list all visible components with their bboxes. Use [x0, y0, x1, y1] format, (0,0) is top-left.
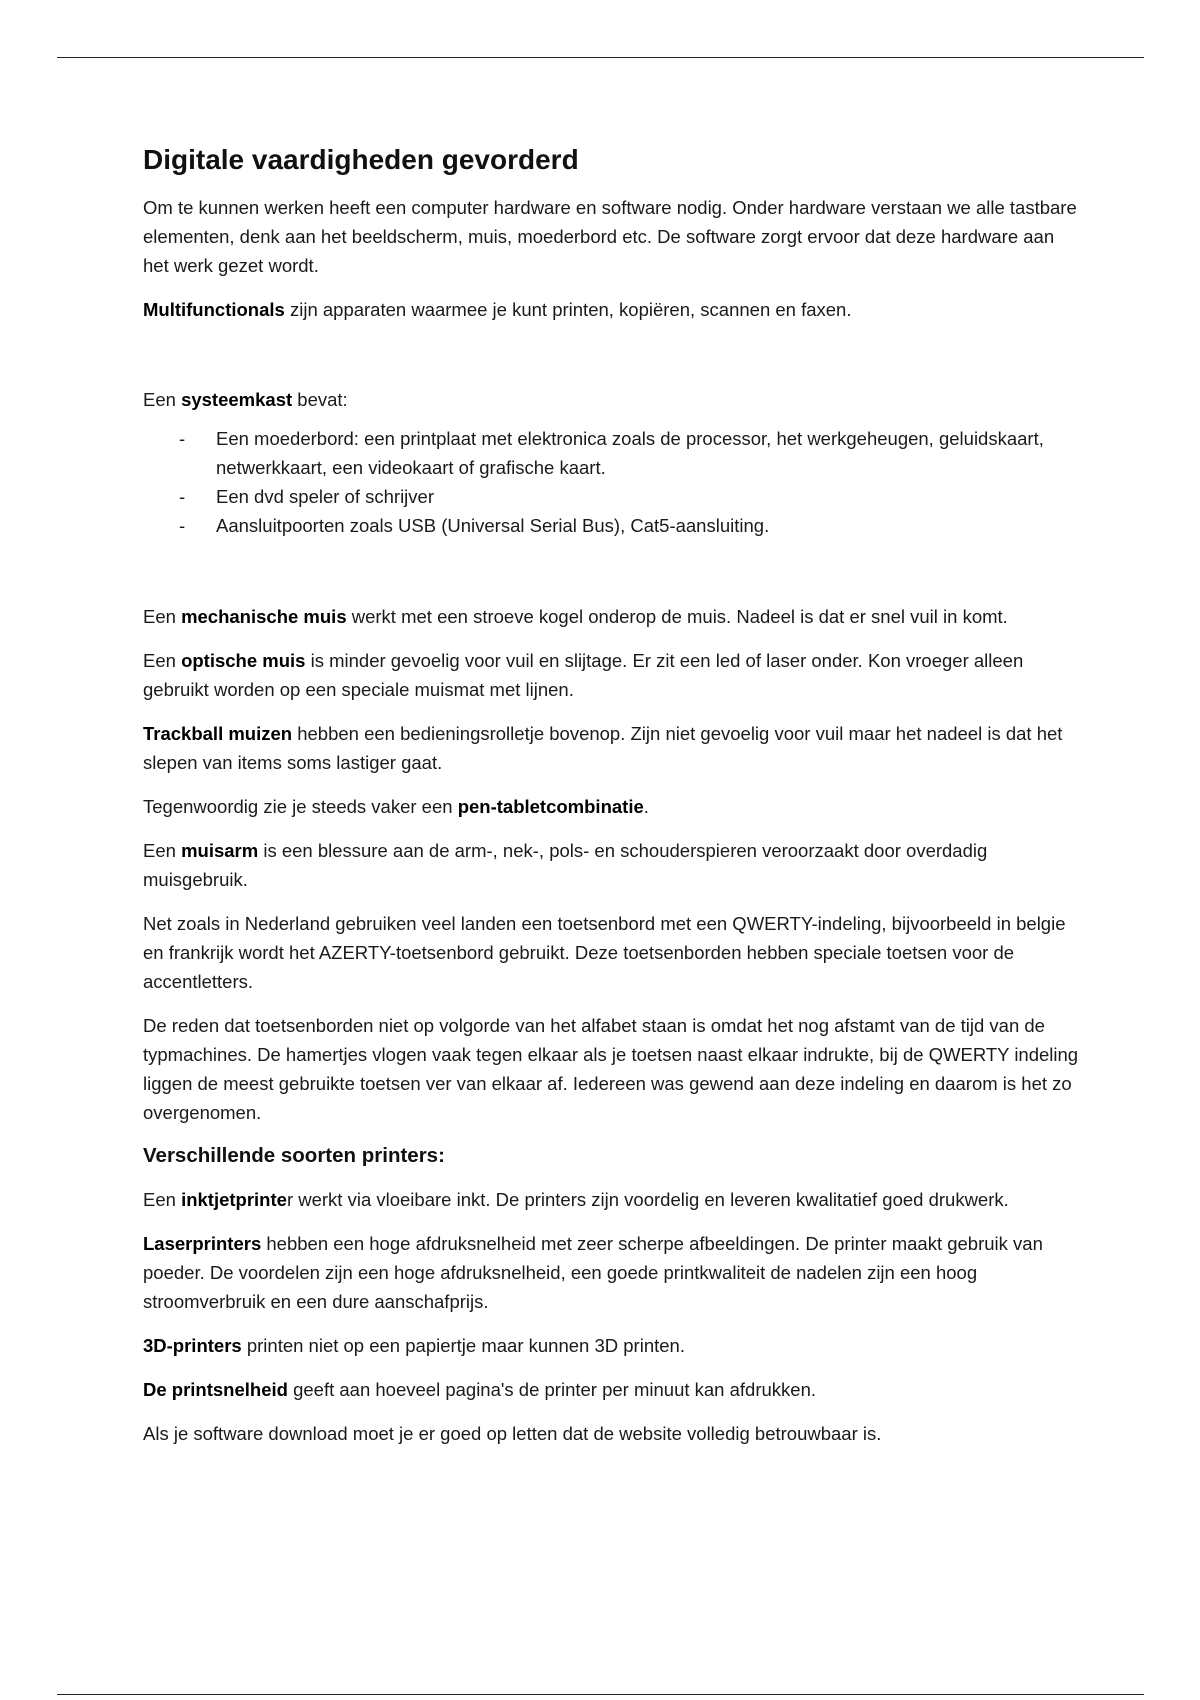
- footer-rule: [57, 1694, 1144, 1695]
- term-printsnelheid: De printsnelheid: [143, 1379, 288, 1400]
- term-inktjetprinter: inktjetprinte: [181, 1189, 287, 1210]
- pen-tablet-paragraph: Tegenwoordig zie je steeds vaker een pen-tabletcombinatie.: [143, 796, 649, 817]
- trackball-paragraph: Trackball muizen hebben een bedieningsrolletje bovenop. Zijn niet gevoelig voor vuil maar het nadeel is dat het slepen van items soms lastiger gaat.: [143, 723, 1063, 773]
- term-muisarm: muisarm: [181, 840, 259, 861]
- term-laserprinters: Laserprinters: [143, 1233, 262, 1254]
- systeemkast-paragraph: Een systeemkast bevat:: [143, 389, 348, 410]
- header-rule: [57, 57, 1144, 58]
- term-mechanische-muis: mechanische muis: [181, 606, 347, 627]
- printers-heading: Verschillende soorten printers:: [143, 1144, 445, 1167]
- software-paragraph: Als je software download moet je er goed op letten dat de website volledig betrouwbaar is.: [143, 1423, 882, 1444]
- list-item: - Aansluitpoorten zoals USB (Universal Serial Bus), Cat5-aansluiting.: [143, 511, 1083, 540]
- page-title: Digitale vaardigheden gevorderd: [143, 144, 579, 175]
- intro-paragraph: Om te kunnen werken heeft een computer hardware en software nodig. Onder hardware verstaan we alle tastbare elementen, denk aan het beeldscherm, muis, moederbord etc. De software zorgt ervoor dat deze hardware aan het werk gezet wordt.: [143, 197, 1077, 276]
- systeemkast-list: [143, 424, 1083, 540]
- inktjet-paragraph: Een inktjetprinter werkt via vloeibare inkt. De printers zijn voordelig en leveren kwalitatief goed drukwerk.: [143, 1189, 1009, 1210]
- 3d-printers-paragraph: 3D-printers printen niet op een papiertje maar kunnen 3D printen.: [143, 1335, 685, 1356]
- multifunctionals-paragraph: Multifunctionals zijn apparaten waarmee je kunt printen, kopiëren, scannen en faxen.: [143, 299, 852, 320]
- qwerty-paragraph: Net zoals in Nederland gebruiken veel landen een toetsenbord met een QWERTY-indeling, bijvoorbeeld in belgie en frankrijk wordt het AZERTY-toetsenbord gebruikt. Deze toetsenborden hebben speciale toetsen voor de accentletters.: [143, 913, 1066, 992]
- reden-paragraph: De reden dat toetsenborden niet op volgorde van het alfabet staan is omdat het nog afstamt van de tijd van de typmachines. De hamertjes vlogen vaak tegen elkaar als je toetsen naast elkaar indrukte, bij de QWERTY indeling liggen de meest gebruikte toetsen ver van elkaar af. Iedereen was gewend aan deze indeling en daarom is het zo overgenomen.: [143, 1015, 1079, 1123]
- term-multifunctionals: Multifunctionals: [143, 299, 285, 320]
- mechanische-muis-paragraph: Een mechanische muis werkt met een stroeve kogel onderop de muis. Nadeel is dat er snel vuil in komt.: [143, 606, 1008, 627]
- term-3d-printers: 3D-printers: [143, 1335, 242, 1356]
- printsnelheid-paragraph: De printsnelheid geeft aan hoeveel pagina's de printer per minuut kan afdrukken.: [143, 1379, 816, 1400]
- term-systeemkast: systeemkast: [181, 389, 293, 410]
- term-optische-muis: optische muis: [181, 650, 306, 671]
- optische-muis-paragraph: Een optische muis is minder gevoelig voor vuil en slijtage. Er zit een led of laser onder. Kon vroeger alleen gebruikt worden op een speciale muismat met lijnen.: [143, 650, 1024, 700]
- muisarm-paragraph: Een muisarm is een blessure aan de arm-, nek-, pols- en schouderspieren veroorzaakt door overdadig muisgebruik.: [143, 840, 988, 890]
- document-body: [143, 140, 1083, 1463]
- list-item: - Een moederbord: een printplaat met elektronica zoals de processor, het werkgeheugen, geluidskaart, netwerkkaart, een videokaart of grafische kaart.: [143, 424, 1083, 482]
- laser-paragraph: Laserprinters hebben een hoge afdruksnelheid met zeer scherpe afbeeldingen. De printer maakt gebruik van poeder. De voordelen zijn een hoge afdruksnelheid, een goede printkwaliteit de nadelen zijn een hoog stroomverbruik en een dure aanschafprijs.: [143, 1233, 1043, 1312]
- term-pen-tablet: pen-tabletcombinatie: [457, 796, 644, 817]
- term-trackball: Trackball muizen: [143, 723, 293, 744]
- list-item: - Een dvd speler of schrijver: [143, 482, 1083, 511]
